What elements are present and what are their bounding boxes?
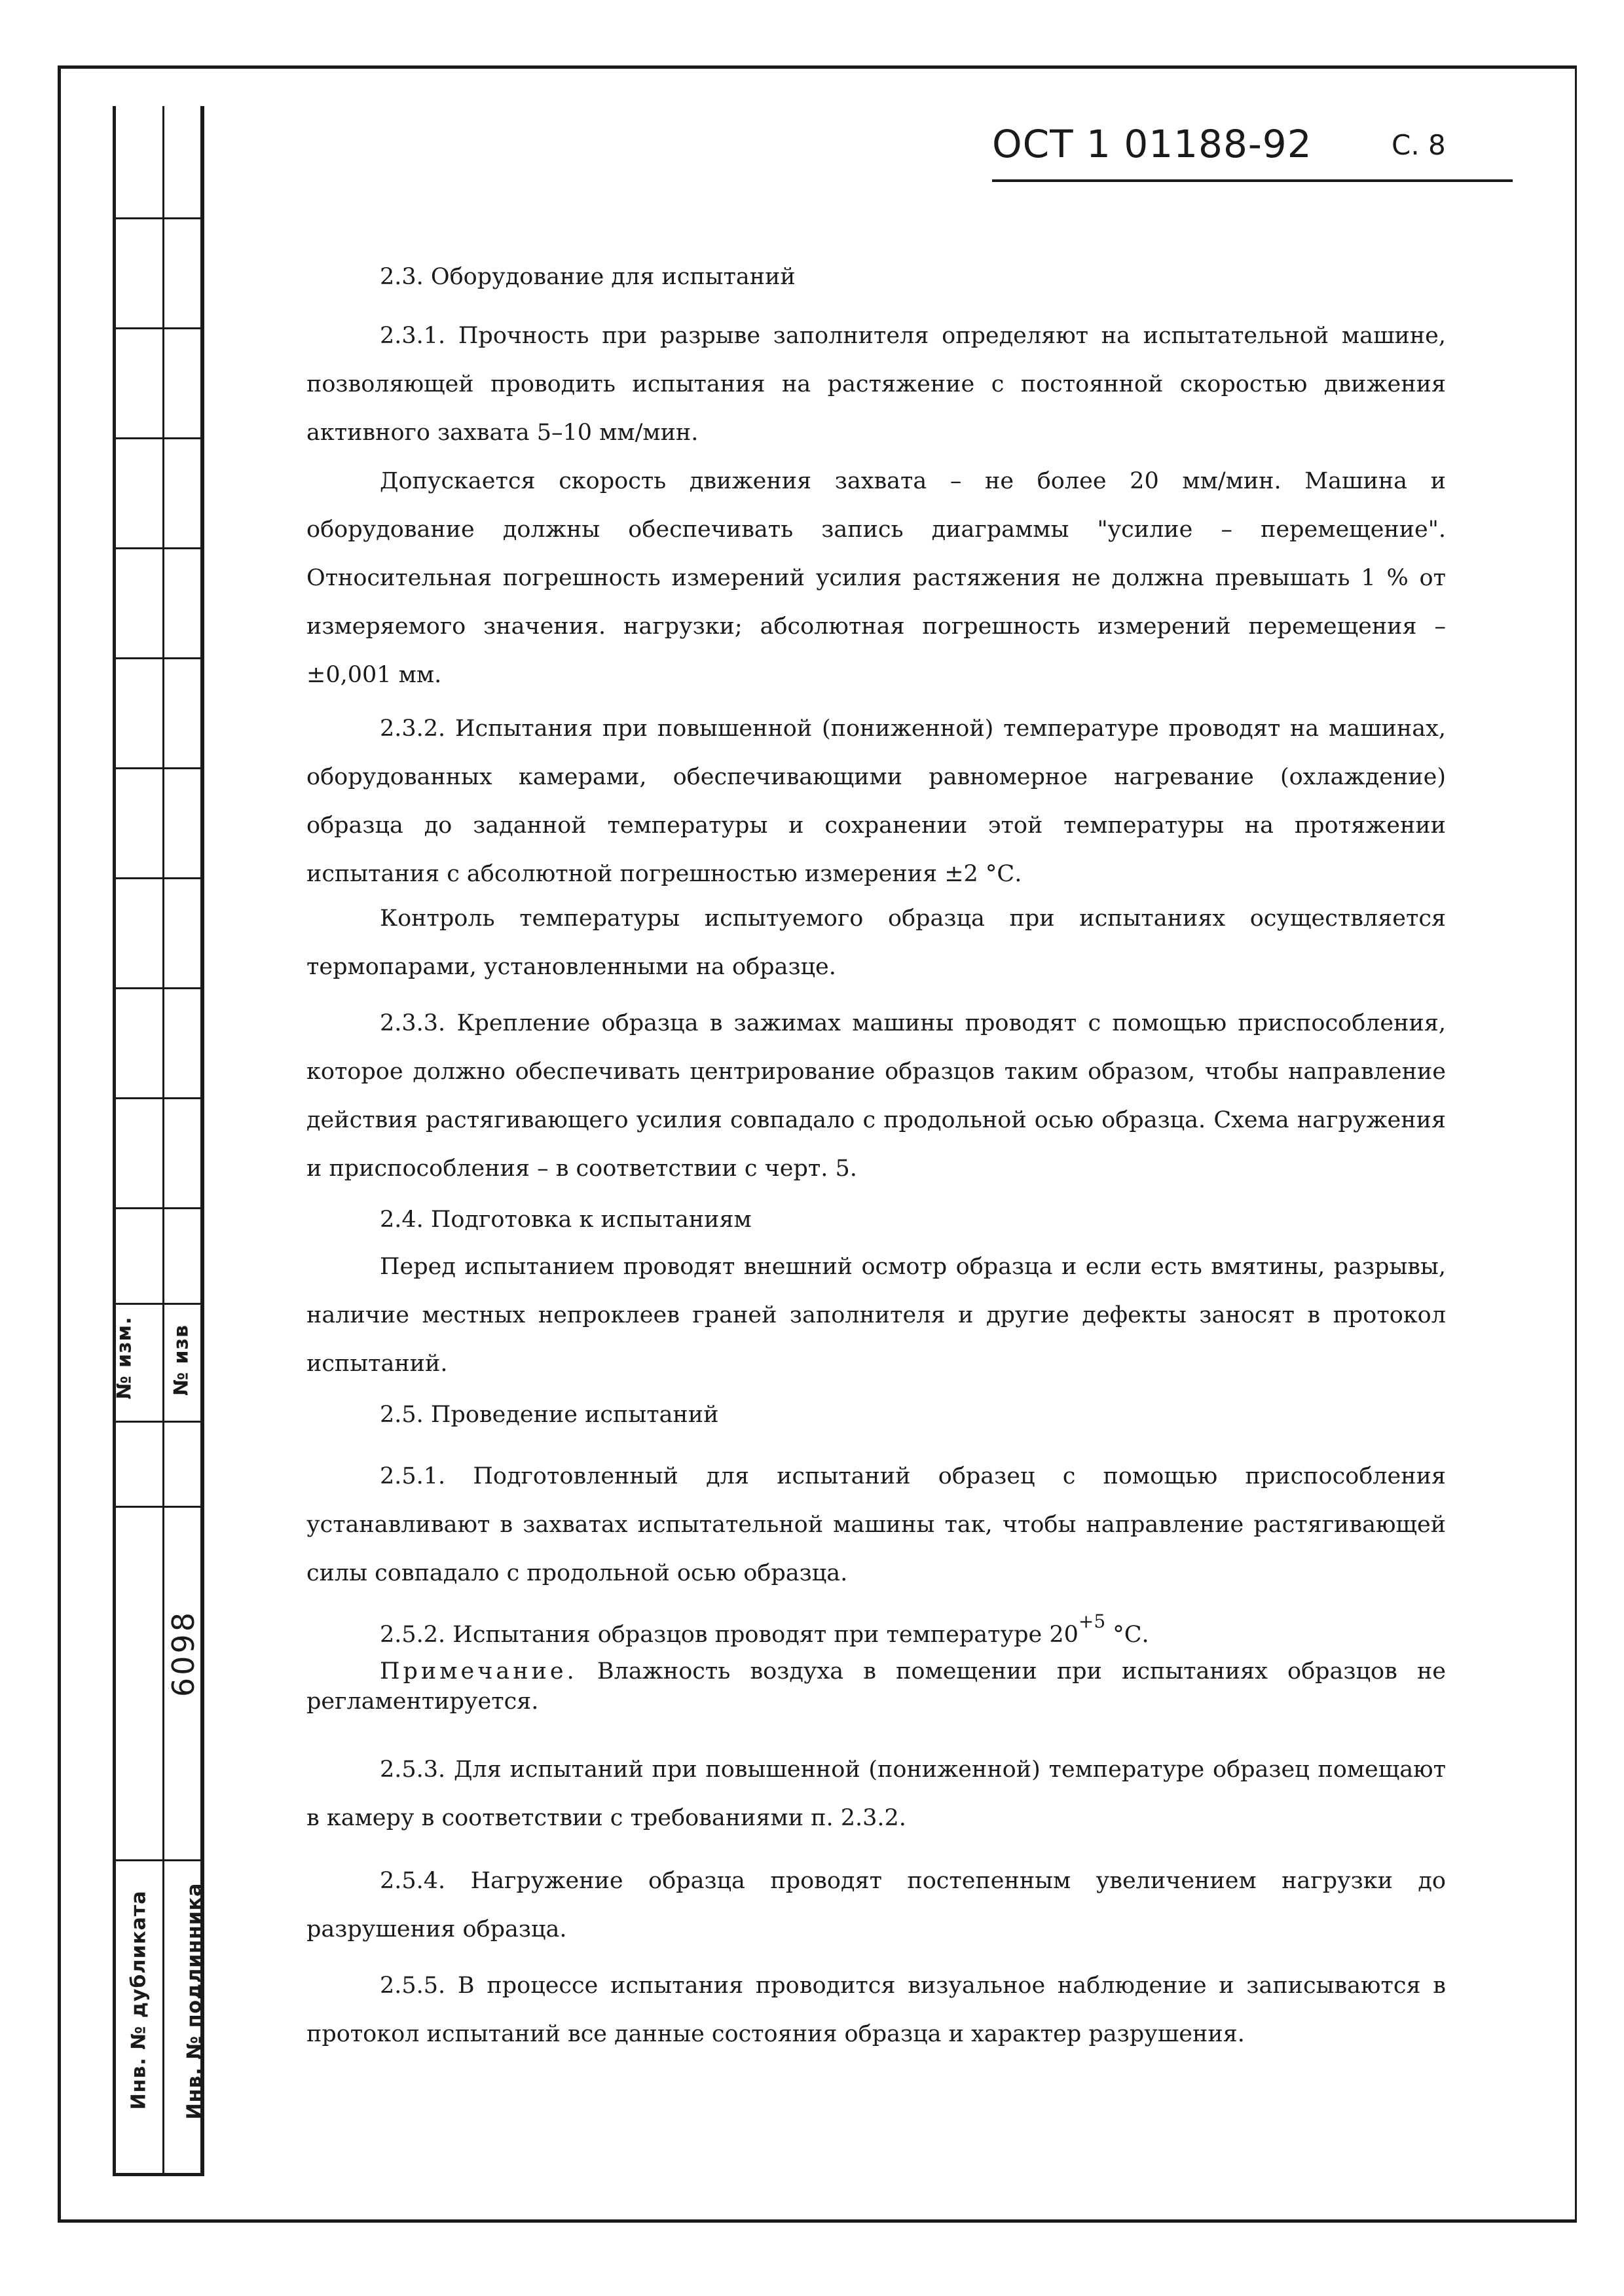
margin-label-inv-podl: Инв. № подлинника xyxy=(183,1882,206,2120)
paragraph-2-4: Перед испытанием проводят внешний осмотр образца и если есть вмятины, разрывы, наличие местных непроклеев граней заполнителя и другие дефекты заносят в протокол испытаний. xyxy=(306,1254,1446,1377)
margin-cell-line xyxy=(113,547,204,549)
margin-cell-line xyxy=(113,987,204,989)
margin-cell-line xyxy=(113,1207,204,1209)
temperature-tolerance: +5 xyxy=(1078,1611,1106,1632)
margin-cell-line xyxy=(113,1097,204,1099)
note-paragraph: Примечание. Влажность воздуха в помещении при испытаниях образцов не регламентируется. xyxy=(306,1658,1446,1715)
section-heading-2-4: 2.4. Подготовка к испытаниям xyxy=(380,1207,752,1233)
paragraph-2-3-2-control: Контроль температуры испытуемого образца при испытаниях осуществляется термопарами, установленными на образце. xyxy=(306,905,1446,980)
section-heading-2-3: 2.3. Оборудование для испытаний xyxy=(380,264,796,290)
paragraph-2-3-3: 2.3.3. Крепление образца в зажимах машины проводят с помощью приспособления, которое должно обеспечивать центрирование образцов таким образом, чтобы направление действия растягивающего усилия совпадало с продольной осью образца. Схема нагружения и приспособления – в соответствии с черт. 5. xyxy=(306,1010,1446,1182)
document-code: ОСТ 1 01188-92 xyxy=(992,122,1312,166)
margin-label-inv-dubl: Инв. № дубликата xyxy=(127,1890,151,2110)
margin-cell-line xyxy=(113,1859,204,1861)
paragraph-2-5-3: 2.5.3. Для испытаний при повышенной (пониженной) температуре образец помещают в камеру в соответствии с требованиями п. 2.3.2. xyxy=(306,1757,1446,1831)
margin-cell-line xyxy=(113,1506,204,1508)
margin-cell-line xyxy=(113,1303,204,1305)
margin-label-izv: № изв xyxy=(170,1324,193,1396)
header-underline xyxy=(992,179,1513,182)
margin-cell-line xyxy=(113,437,204,439)
margin-cell-line xyxy=(113,217,204,219)
margin-stamp-strip xyxy=(113,106,204,2176)
margin-label-izm: № изм. xyxy=(113,1316,136,1400)
margin-cell-line xyxy=(113,877,204,879)
margin-cell-line xyxy=(113,327,204,329)
paragraph-2-5-2: 2.5.2. Испытания образцов проводят при температуре $20^{+5}$ °С. xyxy=(380,1611,1149,1648)
paragraph-2-3-1: 2.3.1. Прочность при разрыве заполнителя определяют на испытательной машине, позволяющей проводить испытания на растяжение с постоянной скоростью движения активного захвата 5–10 мм/мин. xyxy=(306,323,1446,446)
note-label: Примечание. xyxy=(380,1658,578,1685)
paragraph-2-3-2: 2.3.2. Испытания при повышенной (пониженной) температуре проводят на машинах, оборудованных камерами, обеспечивающими равномерное нагревание (охлаждение) образца до заданной температуры и сохранении этой температуры на протяжении испытания с абсолютной погрешностью измерения ±2 °С. xyxy=(306,716,1446,887)
page-number: С. 8 xyxy=(1392,129,1446,161)
margin-cell-line xyxy=(113,1421,204,1423)
paragraph-2-5-5: 2.5.5. В процессе испытания проводится визуальное наблюдение и записываются в протокол испытаний все данные состояния образца и характер разрушения. xyxy=(306,1973,1446,2047)
paragraph-2-5-1: 2.5.1. Подготовленный для испытаний образец с помощью приспособления устанавливают в захватах испытательной машины так, чтобы направление растягивающей силы совпадало с продольной осью образца. xyxy=(306,1463,1446,1586)
section-heading-2-5: 2.5. Проведение испытаний xyxy=(380,1402,719,1428)
margin-cell-line xyxy=(113,767,204,769)
margin-inventory-number: 6098 xyxy=(166,1609,201,1697)
margin-column-divider xyxy=(162,106,164,2176)
paragraph-2-3-1-extra: Допускается скорость движения захвата – не более 20 мм/мин. Машина и оборудование должны обеспечивать запись диаграммы "усилие – перемещение". Относительная погрешность измерений усилия растяжения не должна превышать 1 % от измеряемого значения. нагрузки; абсолютная погрешность измерений перемещения – ±0,001 мм. xyxy=(306,468,1446,688)
paragraph-2-5-4: 2.5.4. Нагружение образца проводят постепенным увеличением нагрузки до разрушения образца. xyxy=(306,1868,1446,1942)
margin-cell-line xyxy=(113,657,204,659)
